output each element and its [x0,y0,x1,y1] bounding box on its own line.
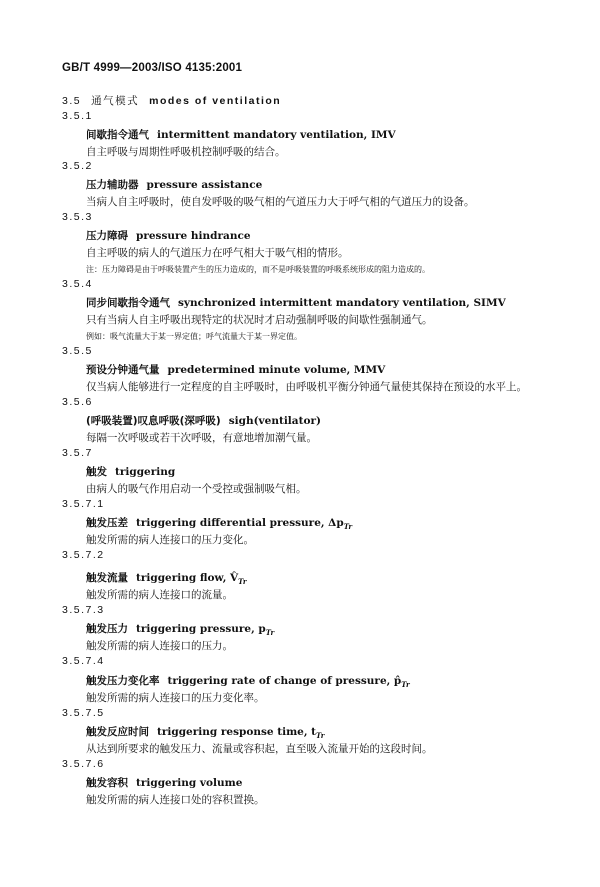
standard-header: GB/T 4999—2003/ISO 4135:2001 [62,62,243,74]
term-cn: (呼吸装置)叹息呼吸(深呼吸) [86,415,221,427]
entry-term [86,362,385,377]
section-heading [62,93,281,108]
term-cn: 压力辅助器 [86,179,139,191]
entry-term [86,673,410,689]
term-en: pressure assistance [146,179,263,191]
term-en: triggering pressure, p [136,623,266,635]
term-cn: 触发压力 [86,623,128,635]
entry-note: 注：压力障碍是由于呼吸装置产生的压力造成的，而不是呼吸装置的呼吸系统形成的阻力造成的。 [86,265,430,274]
entry-term [86,464,175,479]
entry-term [86,228,251,243]
entry-definition: 每隔一次呼吸或若干次呼吸，有意地增加潮气量。 [86,432,317,444]
entry-definition: 当病人自主呼吸时，使自发呼吸的吸气相的气道压力大于呼气相的气道压力的设备。 [86,196,475,208]
symbol-subscript: Tr [265,628,275,638]
section-title-cn: 通气模式 [91,95,140,107]
entry-number: 3.5.3 [62,211,93,223]
section-number: 3.5 [62,95,82,107]
entry-term [86,413,321,428]
entry-term [86,295,506,310]
term-en: sigh(ventilator) [228,415,321,427]
entry-number: 3.5.2 [62,160,93,172]
term-en: intermittent mandatory ventilation, IMV [157,129,396,141]
entry-number: 3.5.7.2 [62,549,105,561]
term-en: predetermined minute volume, MMV [167,364,386,376]
entry-number: 3.5.7.1 [62,498,105,510]
entry-number: 3.5.7.4 [62,655,105,667]
term-en: triggering [115,466,176,478]
symbol-subscript: Tr [401,680,410,690]
entry-number: 3.5.7 [62,447,93,459]
term-cn: 同步间歇指令通气 [86,297,170,309]
entry-number: 3.5.7.6 [62,758,105,770]
entry-number: 3.5.7.5 [62,707,105,719]
term-en: triggering differential pressure, Δp [136,517,344,529]
symbol-subscript: Tr [343,522,353,532]
term-cn: 触发反应时间 [86,726,149,738]
entry-definition: 触发所需的病人连接口的压力变化率。 [86,692,265,704]
term-cn: 触发 [86,466,107,478]
entry-number: 3.5.7.3 [62,604,105,616]
term-en: triggering response time, t [157,726,317,738]
term-en: pressure hindrance [136,230,251,242]
entry-definition: 自主呼吸与周期性呼吸机控制呼吸的结合。 [86,146,286,158]
term-en: triggering volume [136,777,243,789]
term-en: triggering flow, V̂ [136,572,239,584]
term-cn: 触发压差 [86,517,128,529]
term-en: triggering rate of change of pressure, p̂ [167,675,402,687]
entry-term [86,127,396,142]
entry-term [86,570,247,586]
entry-definition: 触发所需的病人连接口处的容积置换。 [86,794,265,806]
term-cn: 触发流量 [86,572,128,584]
entry-definition: 触发所需的病人连接口的压力。 [86,640,233,652]
entry-term [86,775,242,790]
entry-number: 3.5.1 [62,110,93,122]
symbol-subscript: Tr [238,577,247,587]
entry-definition: 仅当病人能够进行一定程度的自主呼吸时，由呼吸机平衡分钟通气量使其保持在预设的水平上。 [86,381,527,393]
entry-definition: 由病人的吸气作用启动一个受控或强制吸气相。 [86,483,307,495]
entry-definition: 触发所需的病人连接口的流量。 [86,589,233,601]
entry-number: 3.5.4 [62,278,93,290]
term-en: synchronized intermittent mandatory ventilation, SIMV [178,297,506,309]
entry-term [86,724,324,740]
entry-note: 例如：吸气流量大于某一界定值；呼气流量大于某一界定值。 [86,332,302,341]
term-cn: 触发容积 [86,777,128,789]
entry-number: 3.5.5 [62,345,93,357]
symbol-subscript: Tr [316,731,325,741]
entry-definition: 从达到所要求的触发压力、流量或容积起，直至吸入流量开始的这段时间。 [86,743,433,755]
entry-term [86,621,274,637]
entry-term [86,177,262,192]
entry-definition: 自主呼吸的病人的气道压力在呼气相大于吸气相的情形。 [86,247,349,259]
term-cn: 预设分钟通气量 [86,364,160,376]
term-cn: 压力障碍 [86,230,128,242]
term-cn: 触发压力变化率 [86,675,160,687]
term-cn: 间歇指令通气 [86,129,149,141]
entry-term [86,515,352,531]
section-title-en: modes of ventilation [149,95,282,107]
entry-definition: 触发所需的病人连接口的压力变化。 [86,534,254,546]
entry-number: 3.5.6 [62,396,93,408]
entry-definition: 只有当病人自主呼吸出现特定的状况时才启动强制呼吸的间歇性强制通气。 [86,314,433,326]
